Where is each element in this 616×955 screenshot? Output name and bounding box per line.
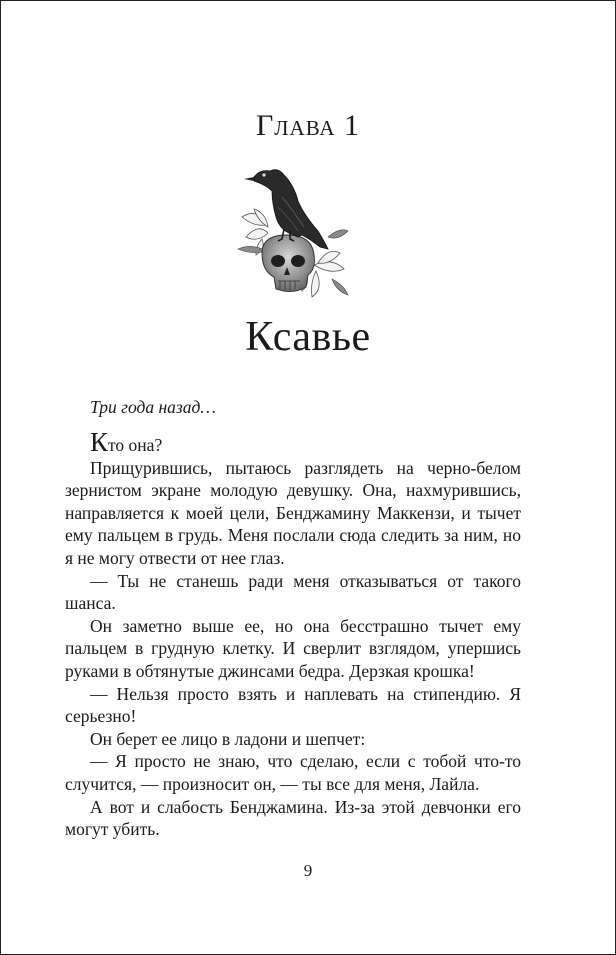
chapter-title: Ксавье bbox=[245, 314, 371, 360]
epigraph: Три года назад… bbox=[90, 397, 216, 417]
body-text bbox=[65, 429, 521, 841]
raven-skull-lilies-icon bbox=[232, 157, 352, 302]
paragraph-1: Кто она? bbox=[90, 427, 163, 457]
paragraph-4: Он заметно выше ее, но она бесстрашно тычет ему пальцем в грудную клетку. И сверлит взглядом, упершись руками в обтянутые джинсами бедра. Дерзкая крошка! bbox=[65, 615, 521, 681]
paragraph-6: Он берет ее лицо в ладони и шепчет: bbox=[90, 728, 366, 749]
page-number: 9 bbox=[303, 861, 313, 880]
chapter-label: Глава 1 bbox=[255, 109, 361, 142]
drop-cap: К bbox=[90, 427, 109, 457]
paragraph-8: А вот и слабость Бенджамина. Из-за этой девчонки его могут убить. bbox=[65, 796, 521, 840]
paragraph-2: Прищурившись, пытаюсь разглядеть на черно-белом зернистом экране молодую девушку. Она, нахмурившись, направляется к моей цели, Бенджамину Маккензи, и тычет ему пальцем в грудь. Меня послали сюда следить за ним, но я не могу отвести от нее глаз. bbox=[65, 457, 521, 568]
paragraph-3: — Ты не станешь ради меня отказываться от такого шанса. bbox=[65, 570, 521, 614]
paragraph-5: — Нельзя просто взять и наплевать на стипендию. Я серьезно! bbox=[65, 683, 521, 727]
paragraph-7: — Я просто не знаю, что сделаю, если с тобой что-то случится, — произносит он, — ты все для меня, Лайла. bbox=[65, 751, 521, 794]
